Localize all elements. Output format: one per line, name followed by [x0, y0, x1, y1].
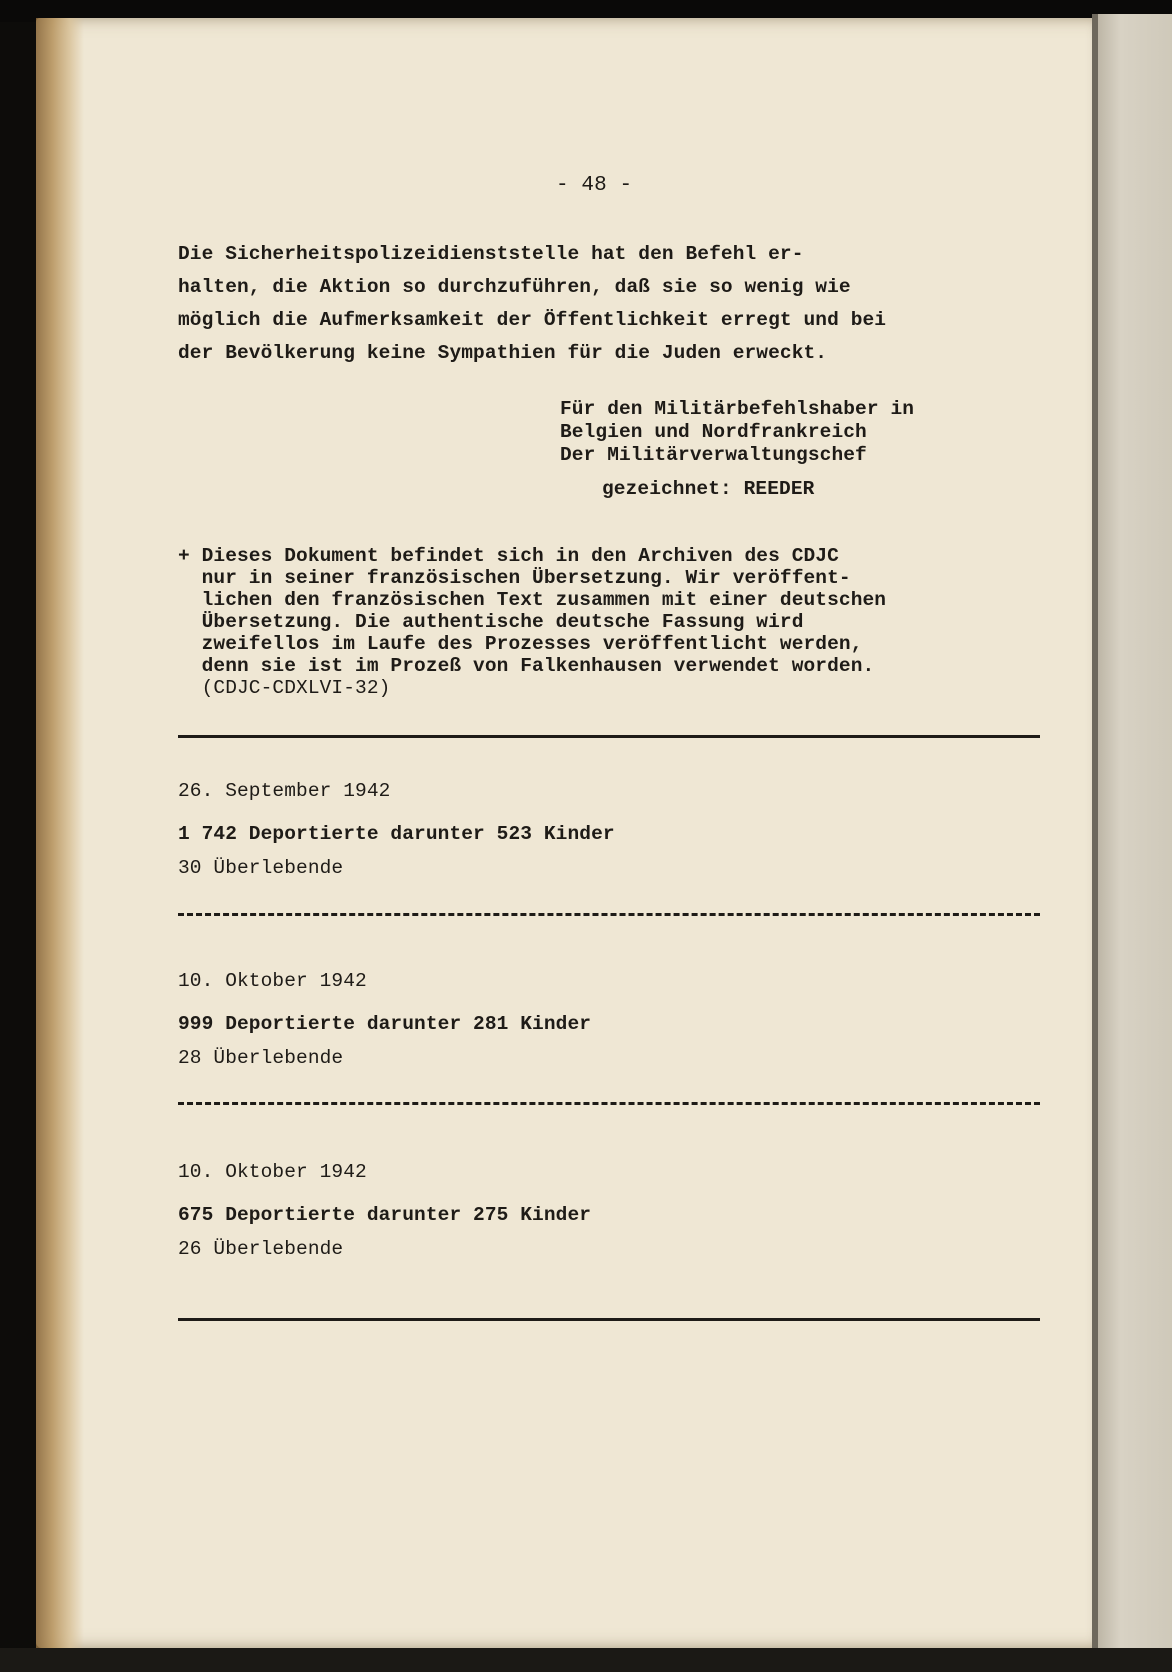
- binding-edge: [36, 18, 84, 1648]
- transport-survivors: 26 Überlebende: [178, 1238, 344, 1260]
- transport-deported: 675 Deportierte darunter 275 Kinder: [178, 1204, 592, 1226]
- separator-rule-dashed: [178, 913, 1040, 916]
- transport-survivors: 28 Überlebende: [178, 1047, 344, 1069]
- page-number: - 48 -: [556, 174, 633, 197]
- separator-rule-dashed: [178, 1102, 1040, 1105]
- signature-signed: gezeichnet: REEDER: [602, 478, 815, 500]
- footnote-line: zweifellos im Laufe des Prozesses veröffentlicht werden,: [178, 633, 863, 655]
- transport-date: 10. Oktober 1942: [178, 1161, 367, 1183]
- transport-date: 26. September 1942: [178, 780, 391, 802]
- transport-deported: 999 Deportierte darunter 281 Kinder: [178, 1013, 592, 1035]
- signature-line: Der Militärverwaltungschef: [560, 444, 867, 466]
- transport-survivors: 30 Überlebende: [178, 857, 344, 879]
- footnote-line: nur in seiner französischen Übersetzung. Wir veröffent-: [178, 567, 851, 589]
- paragraph-line: der Bevölkerung keine Sympathien für die Juden erweckt.: [178, 342, 828, 364]
- footnote-line: denn sie ist im Prozeß von Falkenhausen verwendet worden.: [178, 655, 875, 677]
- footnote-line: Übersetzung. Die authentische deutsche Fassung wird: [178, 611, 804, 633]
- facing-page-edge: [1098, 14, 1172, 1654]
- scan-bottom-border: [0, 1648, 1172, 1672]
- signature-line: Für den Militärbefehlshaber in: [560, 398, 915, 420]
- footnote-line: (CDJC-CDXLVI-32): [178, 677, 391, 699]
- paragraph-line: möglich die Aufmerksamkeit der Öffentlichkeit erregt und bei: [178, 309, 887, 331]
- separator-rule: [178, 735, 1040, 738]
- signature-line: Belgien und Nordfrankreich: [560, 421, 867, 443]
- separator-rule: [178, 1318, 1040, 1321]
- transport-date: 10. Oktober 1942: [178, 970, 367, 992]
- footnote-line: + Dieses Dokument befindet sich in den Archiven des CDJC: [178, 545, 839, 567]
- footnote-line: lichen den französischen Text zusammen mit einer deutschen: [178, 589, 887, 611]
- paragraph-line: Die Sicherheitspolizeidienststelle hat den Befehl er-: [178, 243, 804, 265]
- transport-deported: 1 742 Deportierte darunter 523 Kinder: [178, 823, 615, 845]
- paragraph-line: halten, die Aktion so durchzuführen, daß sie so wenig wie: [178, 276, 851, 298]
